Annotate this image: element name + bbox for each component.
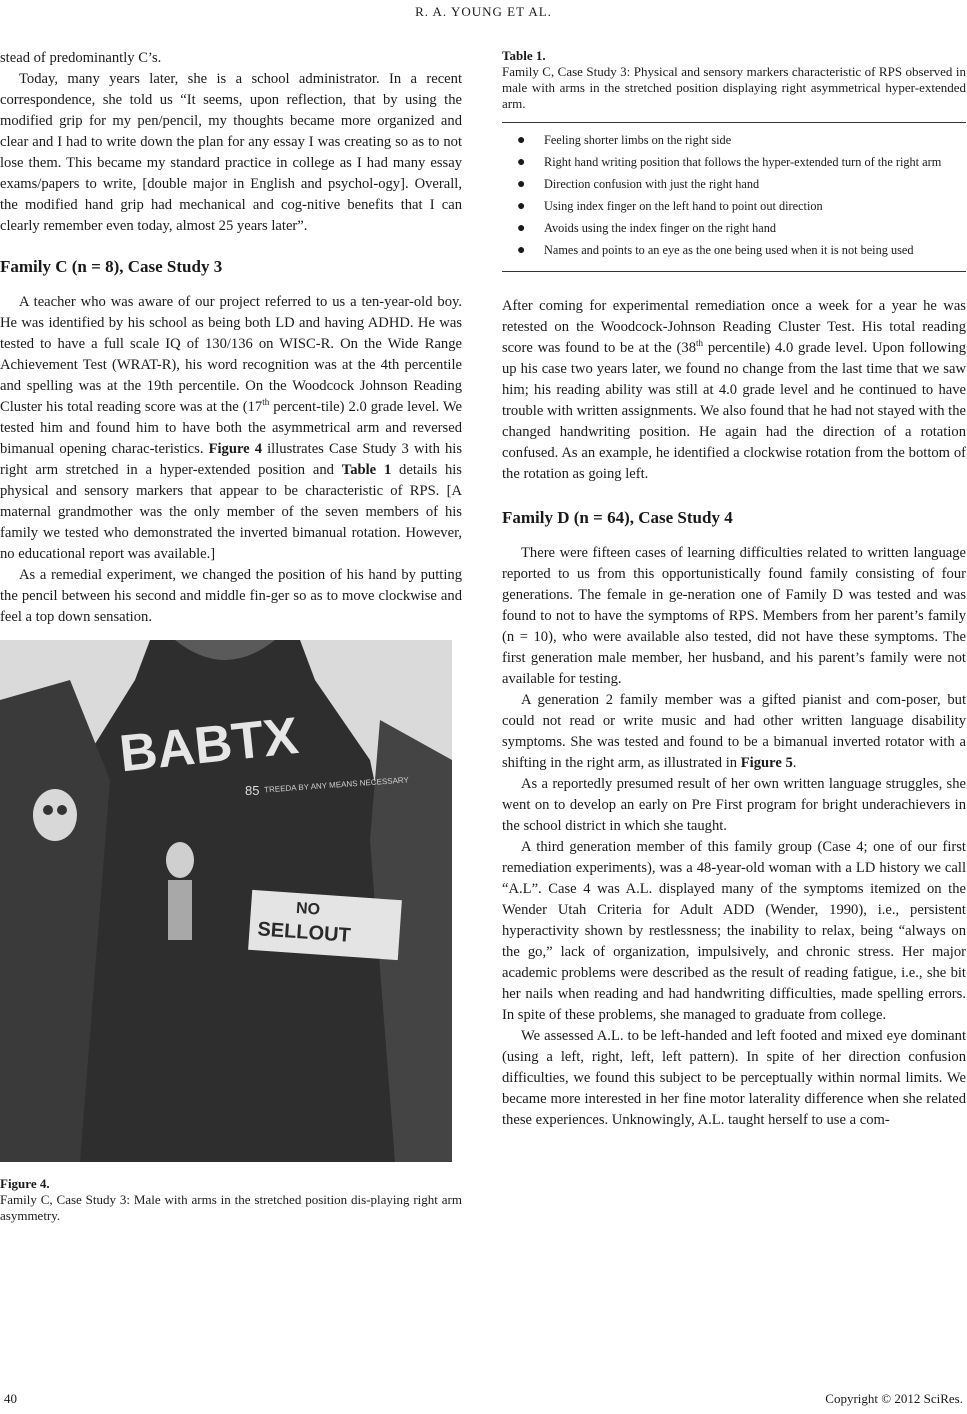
figure-ref: Figure 4 — [208, 441, 263, 457]
table-ref: Table 1 — [341, 462, 392, 478]
paragraph: There were fifteen cases of learning difficulties related to written language reported to us from this opportunistically found family consisting of four generations. The female in ge-neration one of Family D was tested and was found to not to have the symptoms of RPS. Members from her parent’s family (n = 10), who were available also tested, did not have these symptoms. The first generation male member, her husband, and his parent’s family were not available for testing. — [502, 545, 966, 687]
right-column — [502, 48, 966, 1131]
figure-4-photo — [0, 640, 452, 1162]
table-label: Table 1. — [502, 48, 546, 63]
paragraph: A third generation member of this family group (Case 4; one of our first remediation experiments), was a 48-year-old woman with a LD history we call “A.L”. Case 4 was A.L. displayed many of the symptoms itemized on the Wender Utah Criteria for Adult ADD (Wender, 1990), i.e., persistent hyperactivity shown by restlessness; the inability to relax, being “always on the go,” lack of organization, impulsively, and chronic stress. Her major academic problems were described as the result of reading fatigue, i.e., she bit her nails when reading and had handwriting difficulties, made spelling errors. In spite of these problems, she managed to graduate from college. — [502, 839, 966, 1023]
table-row: ● Avoids using the index finger on the right hand — [517, 221, 777, 236]
running-head: R. A. YOUNG ET AL. — [415, 4, 552, 19]
bullet-icon: ● — [517, 155, 526, 170]
bullet-icon: ● — [517, 133, 526, 148]
section-heading-family-c: Family C (n = 8), Case Study 3 — [0, 257, 223, 276]
shirt-print-text: BABTX — [116, 706, 302, 784]
copyright: Copyright © 2012 SciRes. — [825, 1391, 963, 1406]
paragraph: A generation 2 family member was a gifted pianist and com-poser, but could not read or write music and had other written language disability symptoms. She was tested and found to be a bimanual inverted rotator with a shifting in the right arm, as illustrated in Figure 5. — [502, 692, 966, 771]
paragraph: As a reportedly presumed result of her own written language struggles, she went on to develop an early on Pre First program for bright underachievers in the school district in which she taught. — [502, 776, 966, 834]
bullet-icon: ● — [517, 199, 526, 214]
bullet-icon: ● — [517, 177, 526, 192]
table-caption: Family C, Case Study 3: Physical and sensory markers characteristic of RPS observed in male with arms in the stretched position displaying right asymmetrical hyper-extended arm. — [502, 64, 966, 111]
bullet-icon: ● — [517, 243, 526, 258]
paragraph: Today, many years later, she is a school administrator. In a recent correspondence, she told us “It seems, upon reflection, that by using the modified grip for my pen/pencil, my thoughts became more organized and clear and I had to write down the plan for any essay I was creating so as to not lose them. This became my standard practice in college as I had many essay exams/papers to write, [double major in English and psychol-ogy]. Overall, the modified hand grip had mechanical and cog-nitive benefits that I can clearly remember even today, almost 25 years later”. — [0, 71, 462, 234]
paragraph: After coming for experimental remediation once a week for a year he was retested on the Woodcock-Johnson Reading Cluster Test. His total reading score was found to be at the (38th percentile) 4.0 grade level. Upon following up his case two years later, we found no change from the last time that we saw him; his reading ability was still at 4.0 grade level and he continued to have trouble with written assignments. We also found that he had not stayed with the changed handwriting position. He again had the direction of a rotation confused. As an example, he identified a clockwise rotation from the bottom of the rotation as going left. — [502, 298, 966, 482]
paragraph: stead of predominantly C’s. — [0, 50, 162, 66]
table-row: ● Feeling shorter limbs on the right side — [517, 133, 732, 148]
table-1 — [502, 122, 966, 272]
shirt-sign-line-2: SELLOUT — [256, 918, 352, 947]
figure-caption: Family C, Case Study 3: Male with arms in the stretched position dis-playing right arm asymmetry. — [0, 1192, 462, 1223]
section-heading-family-d: Family D (n = 64), Case Study 4 — [502, 508, 733, 527]
page-number: 40 — [4, 1391, 17, 1406]
figure-ref: Figure 5 — [740, 755, 793, 771]
table-row: ● Direction confusion with just the right hand — [517, 177, 760, 192]
shirt-sign-line-1: NO — [295, 899, 321, 919]
bullet-icon: ● — [517, 221, 526, 236]
figure-label: Figure 4. — [0, 1176, 50, 1191]
paragraph: As a remedial experiment, we changed the position of his hand by putting the pencil between his second and middle fin-ger so as to move clockwise and feel a top down sensation. — [0, 567, 462, 625]
shirt-print-small: 85 — [245, 783, 260, 798]
paragraph: We assessed A.L. to be left-handed and left footed and mixed eye dominant (using a left, right, left, left pattern). In spite of her direction confusion difficulties, we found this subject to be perceptually within normal limits. We became more interested in her fine motor laterality difference when she related these experiences. Unknowingly, A.L. taught herself to use a com- — [502, 1028, 966, 1128]
paragraph: A teacher who was aware of our project referred to us a ten-year-old boy. He was identified by his school as being both LD and having ADHD. He was tested to have a full scale IQ of 130/136 on WISC-R. On the Wide Range Achievement Test (WRAT-R), his word recognition was at the 4th percentile and spelling was at the 19th percentile. On the Woodcock Johnson Reading Cluster his total reading score was at the (17th percent-tile) 2.0 grade level. We tested him and found him to have both the asymmetrical arm and reversed bimanual opening charac-teristics. Figure 4 illustrates Case Study 3 with his right arm stretched in a hyper-extended position and Table 1 details his physical and sensory markers that appear to be characteristic of RPS. [A maternal grandmother was the only member of the seven members of his family we tested who demonstrated the inverted bimanual rotation. However, no educational report was available.] — [0, 294, 463, 562]
table-row: ● Right hand writing position that follows the hyper-extended turn of the right arm — [517, 155, 942, 170]
shirt-print-scribble: TREEDA BY ANY MEANS NECESSARY — [263, 775, 410, 795]
table-row: ● Using index finger on the left hand to point out direction — [517, 199, 823, 214]
left-column — [0, 48, 462, 1224]
table-row: ● Names and points to an eye as the one being used when it is not being used — [517, 243, 914, 258]
